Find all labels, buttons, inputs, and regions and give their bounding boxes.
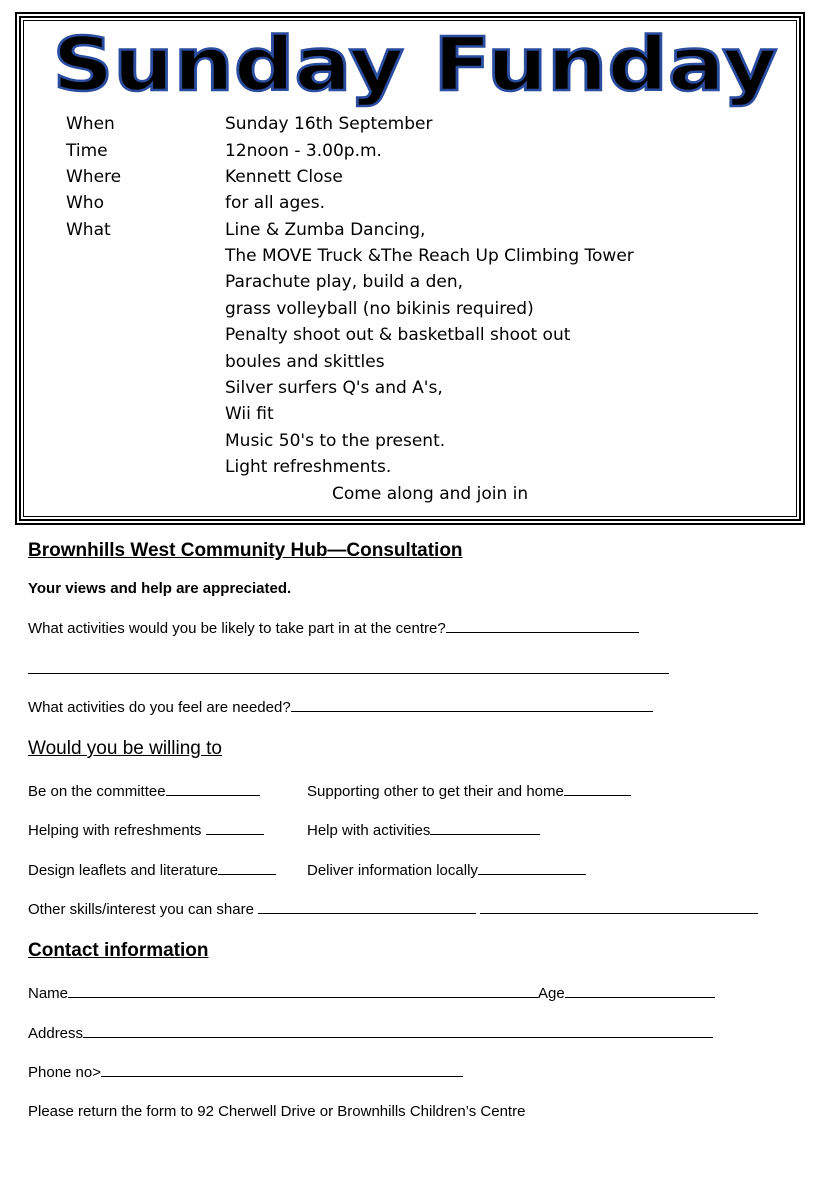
activity-item: Parachute play, build a den,	[225, 272, 463, 292]
form-title: Brownhills West Community Hub—Consultation	[28, 540, 463, 561]
closing-line: Come along and join in	[332, 484, 529, 504]
willing-committee-label: Be on the committee	[28, 783, 166, 800]
activity-item: grass volleyball (no bikinis required)	[225, 299, 534, 319]
activity-item: Silver surfers Q's and A's,	[225, 378, 443, 398]
willing-committee-line[interactable]	[166, 783, 260, 796]
address-field-line[interactable]	[83, 1025, 713, 1038]
contact-heading: Contact information	[28, 940, 209, 961]
event-label: Time	[66, 141, 108, 161]
activity-item: Penalty shoot out & basketball shoot out	[225, 325, 571, 345]
name-field-line[interactable]	[68, 985, 538, 998]
willing-supporting	[307, 783, 631, 800]
willing-deliver	[307, 862, 586, 879]
willing-deliver-label: Deliver information locally	[307, 862, 478, 879]
event-label: When	[66, 114, 115, 134]
willing-supporting-label: Supporting other to get their and home	[307, 783, 564, 800]
poster-title	[40, 16, 790, 116]
willing-activities-label: Help with activities	[307, 822, 431, 839]
contact-phone	[28, 1064, 463, 1081]
willing-deliver-line[interactable]	[478, 862, 586, 875]
contact-address-label: Address	[28, 1025, 84, 1042]
event-label: Where	[66, 167, 122, 187]
activity-item: Wii fit	[225, 404, 274, 424]
contact-name-label: Name	[28, 985, 69, 1002]
willing-leaflets-label: Design leaflets and literature	[28, 862, 219, 879]
willing-activities-line[interactable]	[430, 822, 540, 835]
activity-item: boules and skittles	[225, 352, 385, 372]
willing-skills-line-2[interactable]	[480, 901, 758, 914]
willing-leaflets-line[interactable]	[218, 862, 276, 875]
poster-title-text: Sunday Funday	[52, 22, 778, 108]
event-value: for all ages.	[225, 193, 325, 213]
question-1-answer-line-2[interactable]	[28, 673, 669, 674]
form-intro: Your views and help are appreciated.	[28, 580, 292, 597]
question-1	[28, 620, 639, 637]
event-value: 12noon - 3.00p.m.	[225, 141, 382, 161]
willing-activities	[307, 822, 540, 839]
willing-heading: Would you be willing to	[28, 738, 222, 759]
question-2-answer-line[interactable]	[291, 699, 653, 712]
willing-committee	[28, 783, 260, 800]
event-label: What	[66, 220, 111, 240]
willing-refreshments-label: Helping with refreshments	[28, 822, 202, 839]
event-value: Line & Zumba Dancing,	[225, 220, 426, 240]
question-1-answer-line[interactable]	[446, 620, 639, 633]
contact-name	[28, 985, 715, 1002]
contact-address	[28, 1025, 713, 1042]
age-field-line[interactable]	[565, 985, 715, 998]
willing-supporting-line[interactable]	[564, 783, 631, 796]
event-value: Sunday 16th September	[225, 114, 433, 134]
activity-item: The MOVE Truck &The Reach Up Climbing Tower	[225, 246, 634, 266]
return-note: Please return the form to 92 Cherwell Drive or Brownhills Children’s Centre	[28, 1103, 526, 1120]
willing-skills-label: Other skills/interest you can share	[28, 901, 254, 918]
phone-field-line[interactable]	[101, 1064, 463, 1077]
willing-refreshments	[28, 822, 264, 839]
event-label: Who	[66, 193, 104, 213]
activity-item: Music 50's to the present.	[225, 431, 446, 451]
willing-skills-line-1[interactable]	[258, 901, 476, 914]
willing-skills	[28, 901, 758, 918]
contact-phone-label: Phone no>	[28, 1064, 101, 1081]
willing-leaflets	[28, 862, 276, 879]
question-2	[28, 699, 653, 716]
activity-item: Light refreshments.	[225, 457, 392, 477]
event-value: Kennett Close	[225, 167, 343, 187]
contact-age-label: Age	[538, 985, 565, 1002]
question-1-label: What activities would you be likely to take part in at the centre?	[28, 620, 446, 637]
question-2-label: What activities do you feel are needed?	[28, 699, 291, 716]
willing-refreshments-line[interactable]	[206, 822, 264, 835]
